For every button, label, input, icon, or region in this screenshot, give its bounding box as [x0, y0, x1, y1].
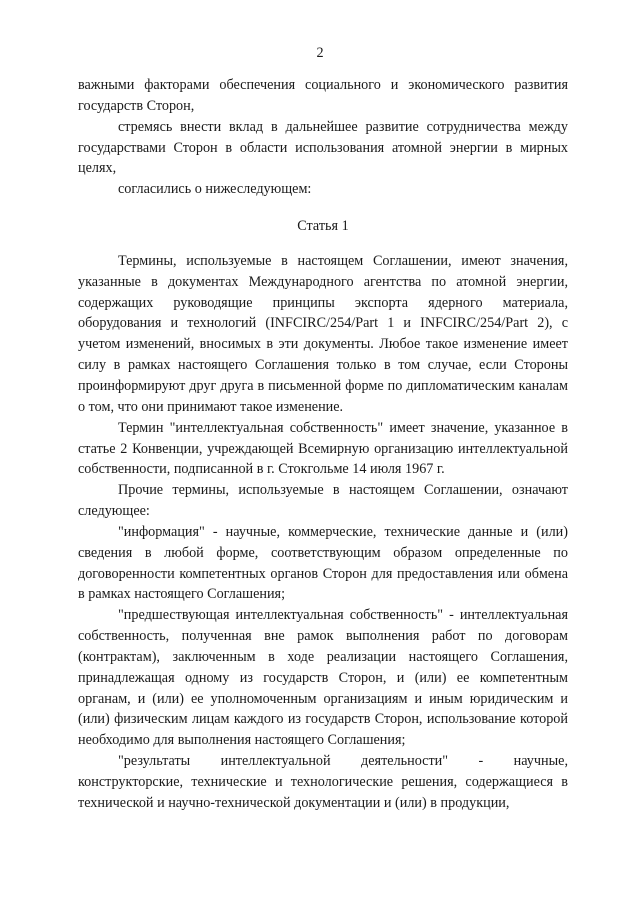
- page-number: 2: [316, 45, 324, 61]
- definition-results: "результаты интеллектуальной деятельности" - научные, конструкторские, технические и технологические решения, содержащиеся в технической и научно-технической документации и (или) в продукции,: [78, 753, 568, 811]
- article-paragraph-terms: Термины, используемые в настоящем Соглашении, имеют значения, указанные в документах Международного агентства по атомной энергии, содержащих руководящие принципы экспорта ядерного материала, оборудования и технологий (INFCIRC/254/Part 1 и INFCIRC/254/Part 2), с учетом изменений, вносимых в эти документы. Любое такое изменение имеет силу в рамках настоящего Соглашения только в том случае, если Стороны проинформируют друг друга в письменной форме по дипломатическим каналам о том, что они принимают такое изменение.: [78, 252, 568, 415]
- intro-paragraph-1: важными факторами обеспечения социального и экономического развития государств Сторон,: [78, 77, 568, 114]
- article-paragraph-other-terms: Прочие термины, используемые в настоящем Соглашении, означают следующее:: [78, 482, 568, 520]
- definition-prior-ip: "предшествующая интеллектуальная собственность" - интеллектуальная собственность, полученная вне рамок выполнения работ по договорам (контрактам), заключенным в ходе реализации настоящего Соглашения, принадлежащая одному из государств Сторон, и (или) ее компетентным органам, и (или) ее уполномоченным организациям и иным юридическим и (или) физическим лицам каждого из государств Сторон, использование которой необходимо для выполнения настоящего Соглашения;: [78, 607, 568, 749]
- article-heading: Статья 1: [297, 218, 349, 235]
- intro-paragraph-3: согласились о нижеследующем:: [118, 181, 312, 198]
- article-paragraph-ip-term: Термин "интеллектуальная собственность" имеет значение, указанное в статье 2 Конвенции, учреждающей Всемирную организацию интеллектуальной собственности, подписанной в г. Стокгольме 14 июля 1967 г.: [78, 419, 568, 478]
- document-body: [78, 75, 568, 814]
- intro-paragraph-2: стремясь внести вклад в дальнейшее развитие сотрудничества между государствами Сторон в области использования атомной энергии в мирных целях,: [78, 118, 568, 177]
- definition-information: "информация" - научные, коммерческие, технические данные и (или) сведения в любой форме, соответствующим образом определенные по договоренности компетентных органов Сторон для предоставления или обмена в рамках настоящего Соглашения;: [78, 523, 568, 603]
